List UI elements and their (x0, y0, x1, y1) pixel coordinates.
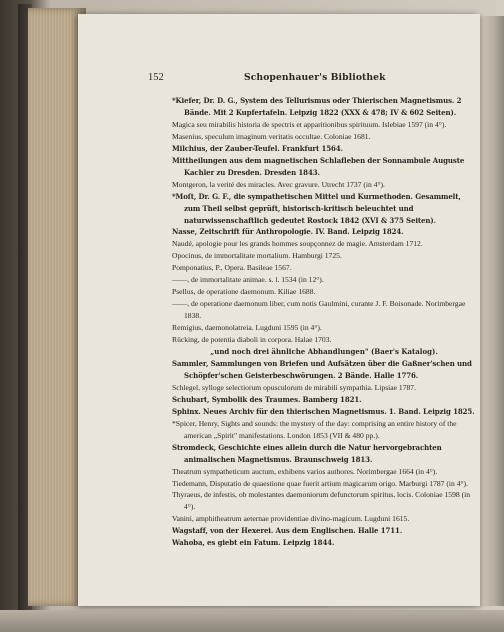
bibliography-entry: Opocinus, de immortalitate mortalium. Hamburgi 1725. (172, 251, 342, 261)
bottom-shadow (0, 610, 504, 632)
bibliography-entry: Magica seu mirabilis historia de spectris et apparitionibus spirituum. Islebiae 1597 (in 4°). (172, 119, 447, 129)
bibliography-entry: Pomponatius, P., Opera. Basileae 1567. (172, 263, 292, 273)
bibliography-entry: Sphinx. Neues Archiv für den thierischen Magnetismus. 1. Band. Leipzig 1825. (172, 406, 475, 416)
bibliography-entry: Psellus, de operatione daemonum. Kiliae 1688. (172, 287, 316, 297)
bibliography-entry: ——, de immortalitate animae. s. l. 1534 (in 12°). (172, 275, 324, 285)
bibliography-entry: Thyraeus, de infestis, ob molestantes daemoniorum defunctorum spiritus, locis. Coloniae 1598 (in 4°). (172, 490, 470, 512)
bibliography-entry: Sammler, Sammlungen von Briefen und Aufsätzen über die Gaßner'schen und Schöpfer'schen Geisterbeschwörungen. 2 Bände. Halle 1776. (172, 358, 472, 380)
bibliography-entry: ——, de operatione daemonum liber, cum notis Gaulmini, curante J. F. Boisonade. Norimbergae 1838. (172, 299, 466, 321)
bibliography-entry: Milchius, der Zauber-Teufel. Frankfurt 1564. (172, 143, 343, 153)
bibliography-entry: *Kiefer, Dr. D. G., System des Tellurismus oder Thierischen Magnetismus. 2 Bände. Mit 2 Kupfertafeln. Leipzig 1822 (XXX & 478; IV & 602 Seiten). (172, 96, 462, 117)
bibliography-entry: *Spicer, Henry, Sights and sounds: the mystery of the day: comprising an entire history of the american „Spirit" manifestations. London 1853 (VII & 480 pp.). (172, 418, 457, 440)
bibliography-entry: Rücking, de potentia diaboli in corpora. Halae 1703. (172, 335, 332, 345)
bibliography-entry: Mittheilungen aus dem magnetischen Schlafleben der Sonnambule Auguste Kachler zu Dresden. Dresden 1843. (172, 155, 465, 177)
bibliography-entry: Wahoba, es giebt ein Fatum. Leipzig 1844. (172, 538, 335, 548)
bibliography-entry: Wagstaff, von der Hexerei. Aus dem Englischen. Halle 1711. (172, 526, 403, 536)
bibliography-entry: Schubart, Symbolik des Traumes. Bamberg 1821. (172, 394, 362, 404)
running-head: Schopenhauer's Bibliothek (244, 72, 386, 83)
bibliography-entry: *Moſt, Dr. G. F., die sympathetischen Mittel und Kurmethoden. Gesammelt, zum Theil selbst geprüft, historisch-kritisch beleuchtet und naturwissenschaftlich gedeutet Rostock 1842 (XVI & 375 Seiten). (172, 191, 461, 225)
bibliography-entry: Naudé, apologie pour les grands hommes soupçonnez de magie. Amsterdam 1712. (172, 239, 423, 249)
bibliography-entry: Stromdeck, Geschichte eines allein durch die Natur hervorgebrachten animalischen Magnetismus. Braunschweig 1813. (172, 442, 442, 464)
bibliography-entry: Nasse, Zeitschrift für Anthropologie. IV. Band. Leipzig 1824. (172, 227, 404, 237)
bibliography-entry: Schlegel, sylloge selectiorum opusculorum de mirabili sympathia. Lipsiae 1787. (172, 382, 417, 392)
bibliography-entry: Theatrum sympatheticum auctum, exhibens varios authores. Norimbergae 1664 (in 4°). (172, 466, 438, 476)
bibliography-entry: Masenius, speculum imaginum veritatis occultae. Coloniae 1681. (172, 131, 371, 141)
page-header (148, 72, 474, 86)
page-number: 152 (148, 72, 164, 83)
book-right-edge (480, 16, 504, 606)
bibliography-entry: Montgeron, la verité des miracles. Avec gravure. Utrecht 1737 (in 4°). (172, 179, 385, 189)
bibliography-entry: Tiedemann, Disputatio de quaestione quae fuerit artium magicarum origo. Marburgi 1787 (in 4°). (172, 478, 468, 488)
bibliography-list (172, 95, 476, 549)
bibliography-entry: „und noch drei ähnliche Abhandlungen" (Baer's Katalog). (210, 347, 438, 357)
bibliography-entry: Remigius, daemonolatreia. Lugduni 1595 (in 4°). (172, 323, 322, 333)
bibliography-entry: Vanini, amphitheatrum aeternae providentiae divino-magicum. Lugduni 1615. (172, 514, 410, 524)
